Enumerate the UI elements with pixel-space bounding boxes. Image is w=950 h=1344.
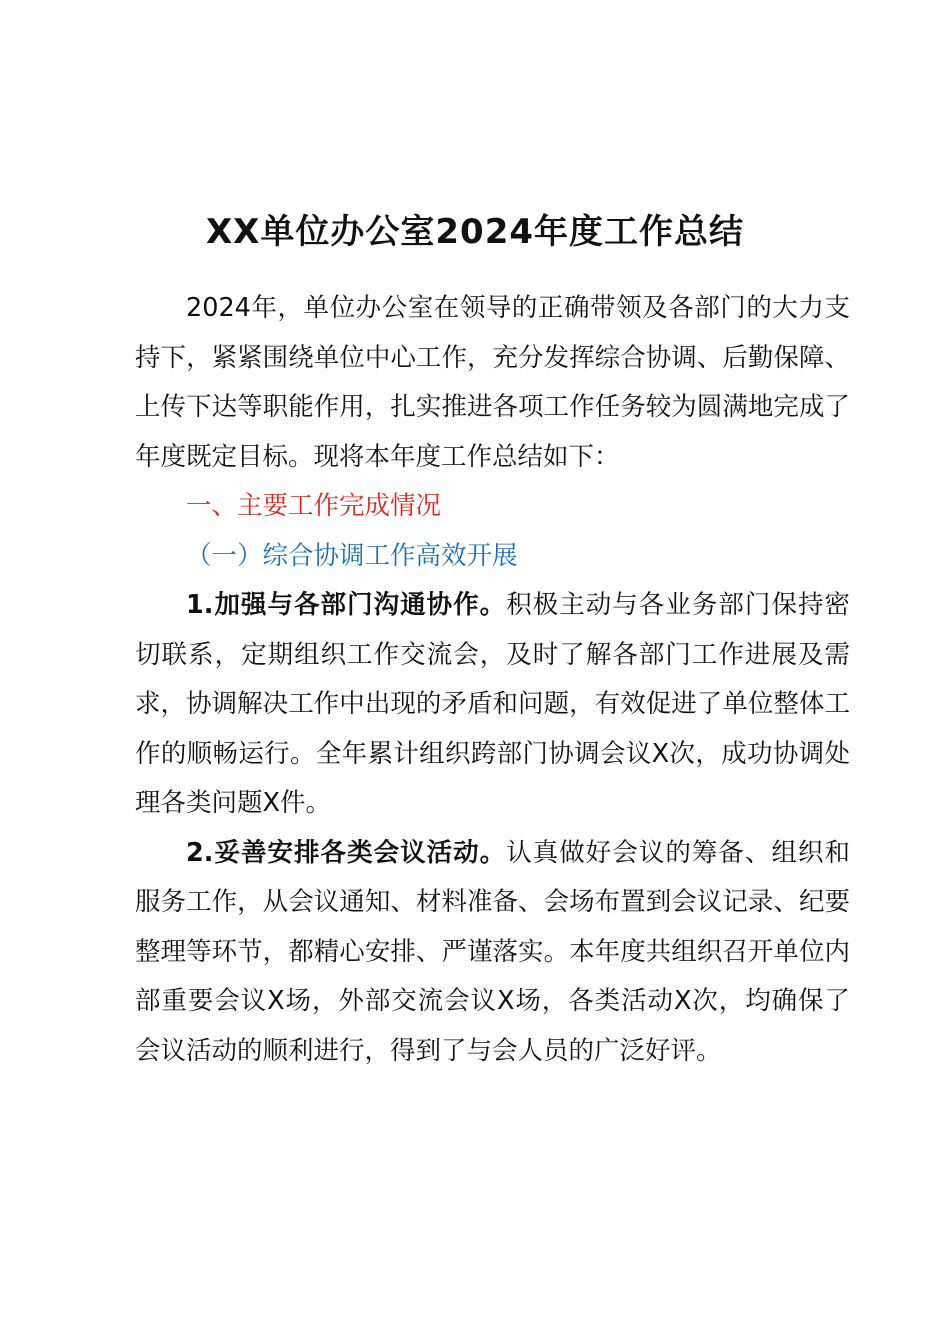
document-body <box>135 284 850 1076</box>
item-2-text: 认真做好会议的筹备、组织和服务工作，从会议通知、材料准备、会场布置到会议记录、纪要整理等环节，都精心安排、严谨落实。本年度共组织召开单位内部重要会议X场，外部交流会议X场，各类活动X次，均确保了会议活动的顺利进行，得到了与会人员的广泛好评。 <box>135 837 850 1066</box>
item-2-lead: 2.妥善安排各类会议活动。 <box>186 837 507 868</box>
item-1-lead: 1.加强与各部门沟通协作。 <box>186 590 507 620</box>
document-title: XX单位办公室2024年度工作总结 <box>205 212 745 252</box>
section-heading: 一、主要工作完成情况 <box>186 491 442 521</box>
item-1-text: 积极主动与各业务部门保持密切联系，定期组织工作交流会，及时了解各部门工作进展及需求，协调解决工作中出现的矛盾和问题，有效促进了单位整体工作的顺畅运行。全年累计组织跨部门协调会议X次，成功协调处理各类问题X件。 <box>135 590 850 818</box>
intro-paragraph: 2024年，单位办公室在领导的正确带领及各部门的大力支持下，紧紧围绕单位中心工作，充分发挥综合协调、后勤保障、上传下达等职能作用，扎实推进各项工作任务较为圆满地完成了年度既定目标。现将本年度工作总结如下： <box>135 293 850 472</box>
item-1-paragraph <box>135 581 850 829</box>
item-2-paragraph <box>135 829 850 1077</box>
subsection-heading: （一）综合协调工作高效开展 <box>186 540 518 571</box>
